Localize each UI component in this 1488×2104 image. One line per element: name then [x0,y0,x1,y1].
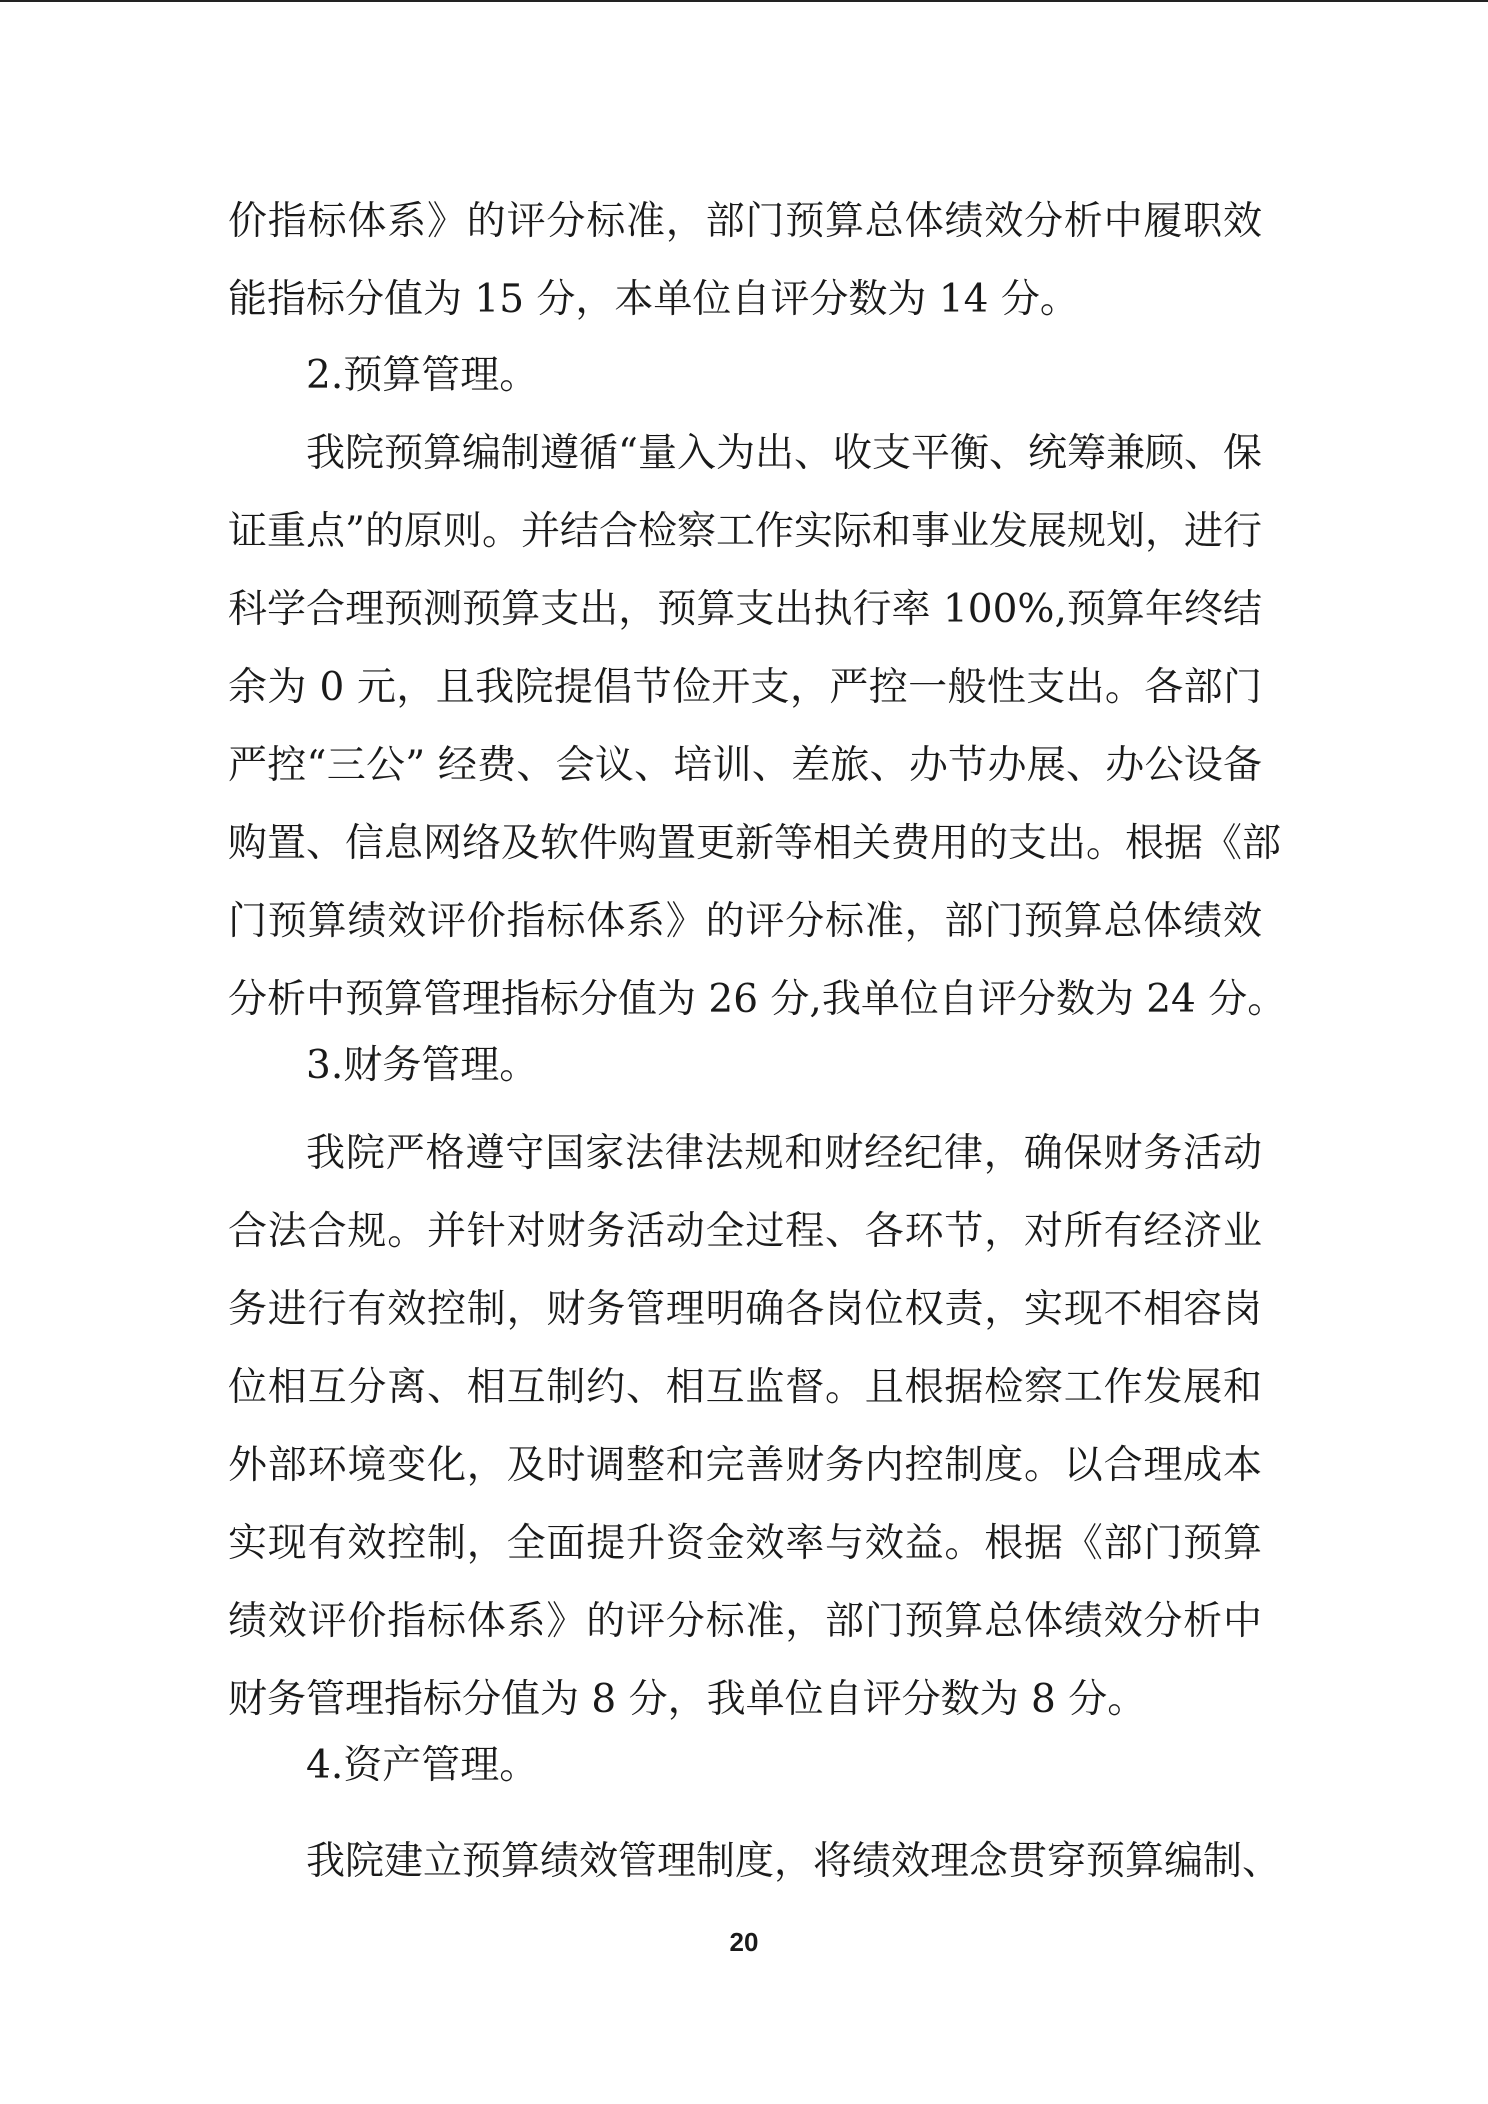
text-line: 我院建立预算绩效管理制度，将绩效理念贯穿预算编制、 [306,1839,1282,1884]
text-line: 位相互分离、相互制约、相互监督。且根据检察工作发展和 [228,1365,1262,1410]
text-line: 务进行有效控制，财务管理明确各岗位权责，实现不相容岗 [228,1287,1262,1332]
text-line: 我院预算编制遵循“量入为出、收支平衡、统筹兼顾、保 [306,431,1262,476]
page-number: 20 [729,1927,759,1957]
text-line: 分析中预算管理指标分值为 26 分,我单位自评分数为 24 分。 [228,977,1287,1022]
text-line: 门预算绩效评价指标体系》的评分标准，部门预算总体绩效 [228,899,1262,944]
text-line: 购置、信息网络及软件购置更新等相关费用的支出。根据《部 [228,821,1282,866]
page-top-border [0,0,1488,2]
section-heading-asset-management: 4.资产管理。 [306,1743,539,1788]
text-line: 价指标体系》的评分标准，部门预算总体绩效分析中履职效 [228,199,1262,244]
section-heading-budget-management: 2.预算管理。 [306,353,539,398]
text-line: 我院严格遵守国家法律法规和财经纪律，确保财务活动 [306,1131,1262,1176]
section-heading-financial-management: 3.财务管理。 [306,1043,539,1088]
text-line: 科学合理预测预算支出，预算支出执行率 100%,预算年终结 [228,587,1262,632]
text-line: 合法合规。并针对财务活动全过程、各环节，对所有经济业 [228,1209,1262,1254]
text-line: 余为 0 元，且我院提倡节俭开支，严控一般性支出。各部门 [228,665,1262,710]
text-line: 绩效评价指标体系》的评分标准，部门预算总体绩效分析中 [228,1599,1262,1644]
text-line: 能指标分值为 15 分，本单位自评分数为 14 分。 [228,277,1079,322]
text-line: 证重点”的原则。并结合检察工作实际和事业发展规划，进行 [228,509,1262,554]
text-line: 财务管理指标分值为 8 分，我单位自评分数为 8 分。 [228,1677,1147,1722]
text-line: 外部环境变化，及时调整和完善财务内控制度。以合理成本 [228,1443,1262,1488]
text-line: 严控“三公” 经费、会议、培训、差旅、办节办展、办公设备 [228,743,1262,788]
text-line: 实现有效控制，全面提升资金效率与效益。根据《部门预算 [228,1521,1262,1566]
